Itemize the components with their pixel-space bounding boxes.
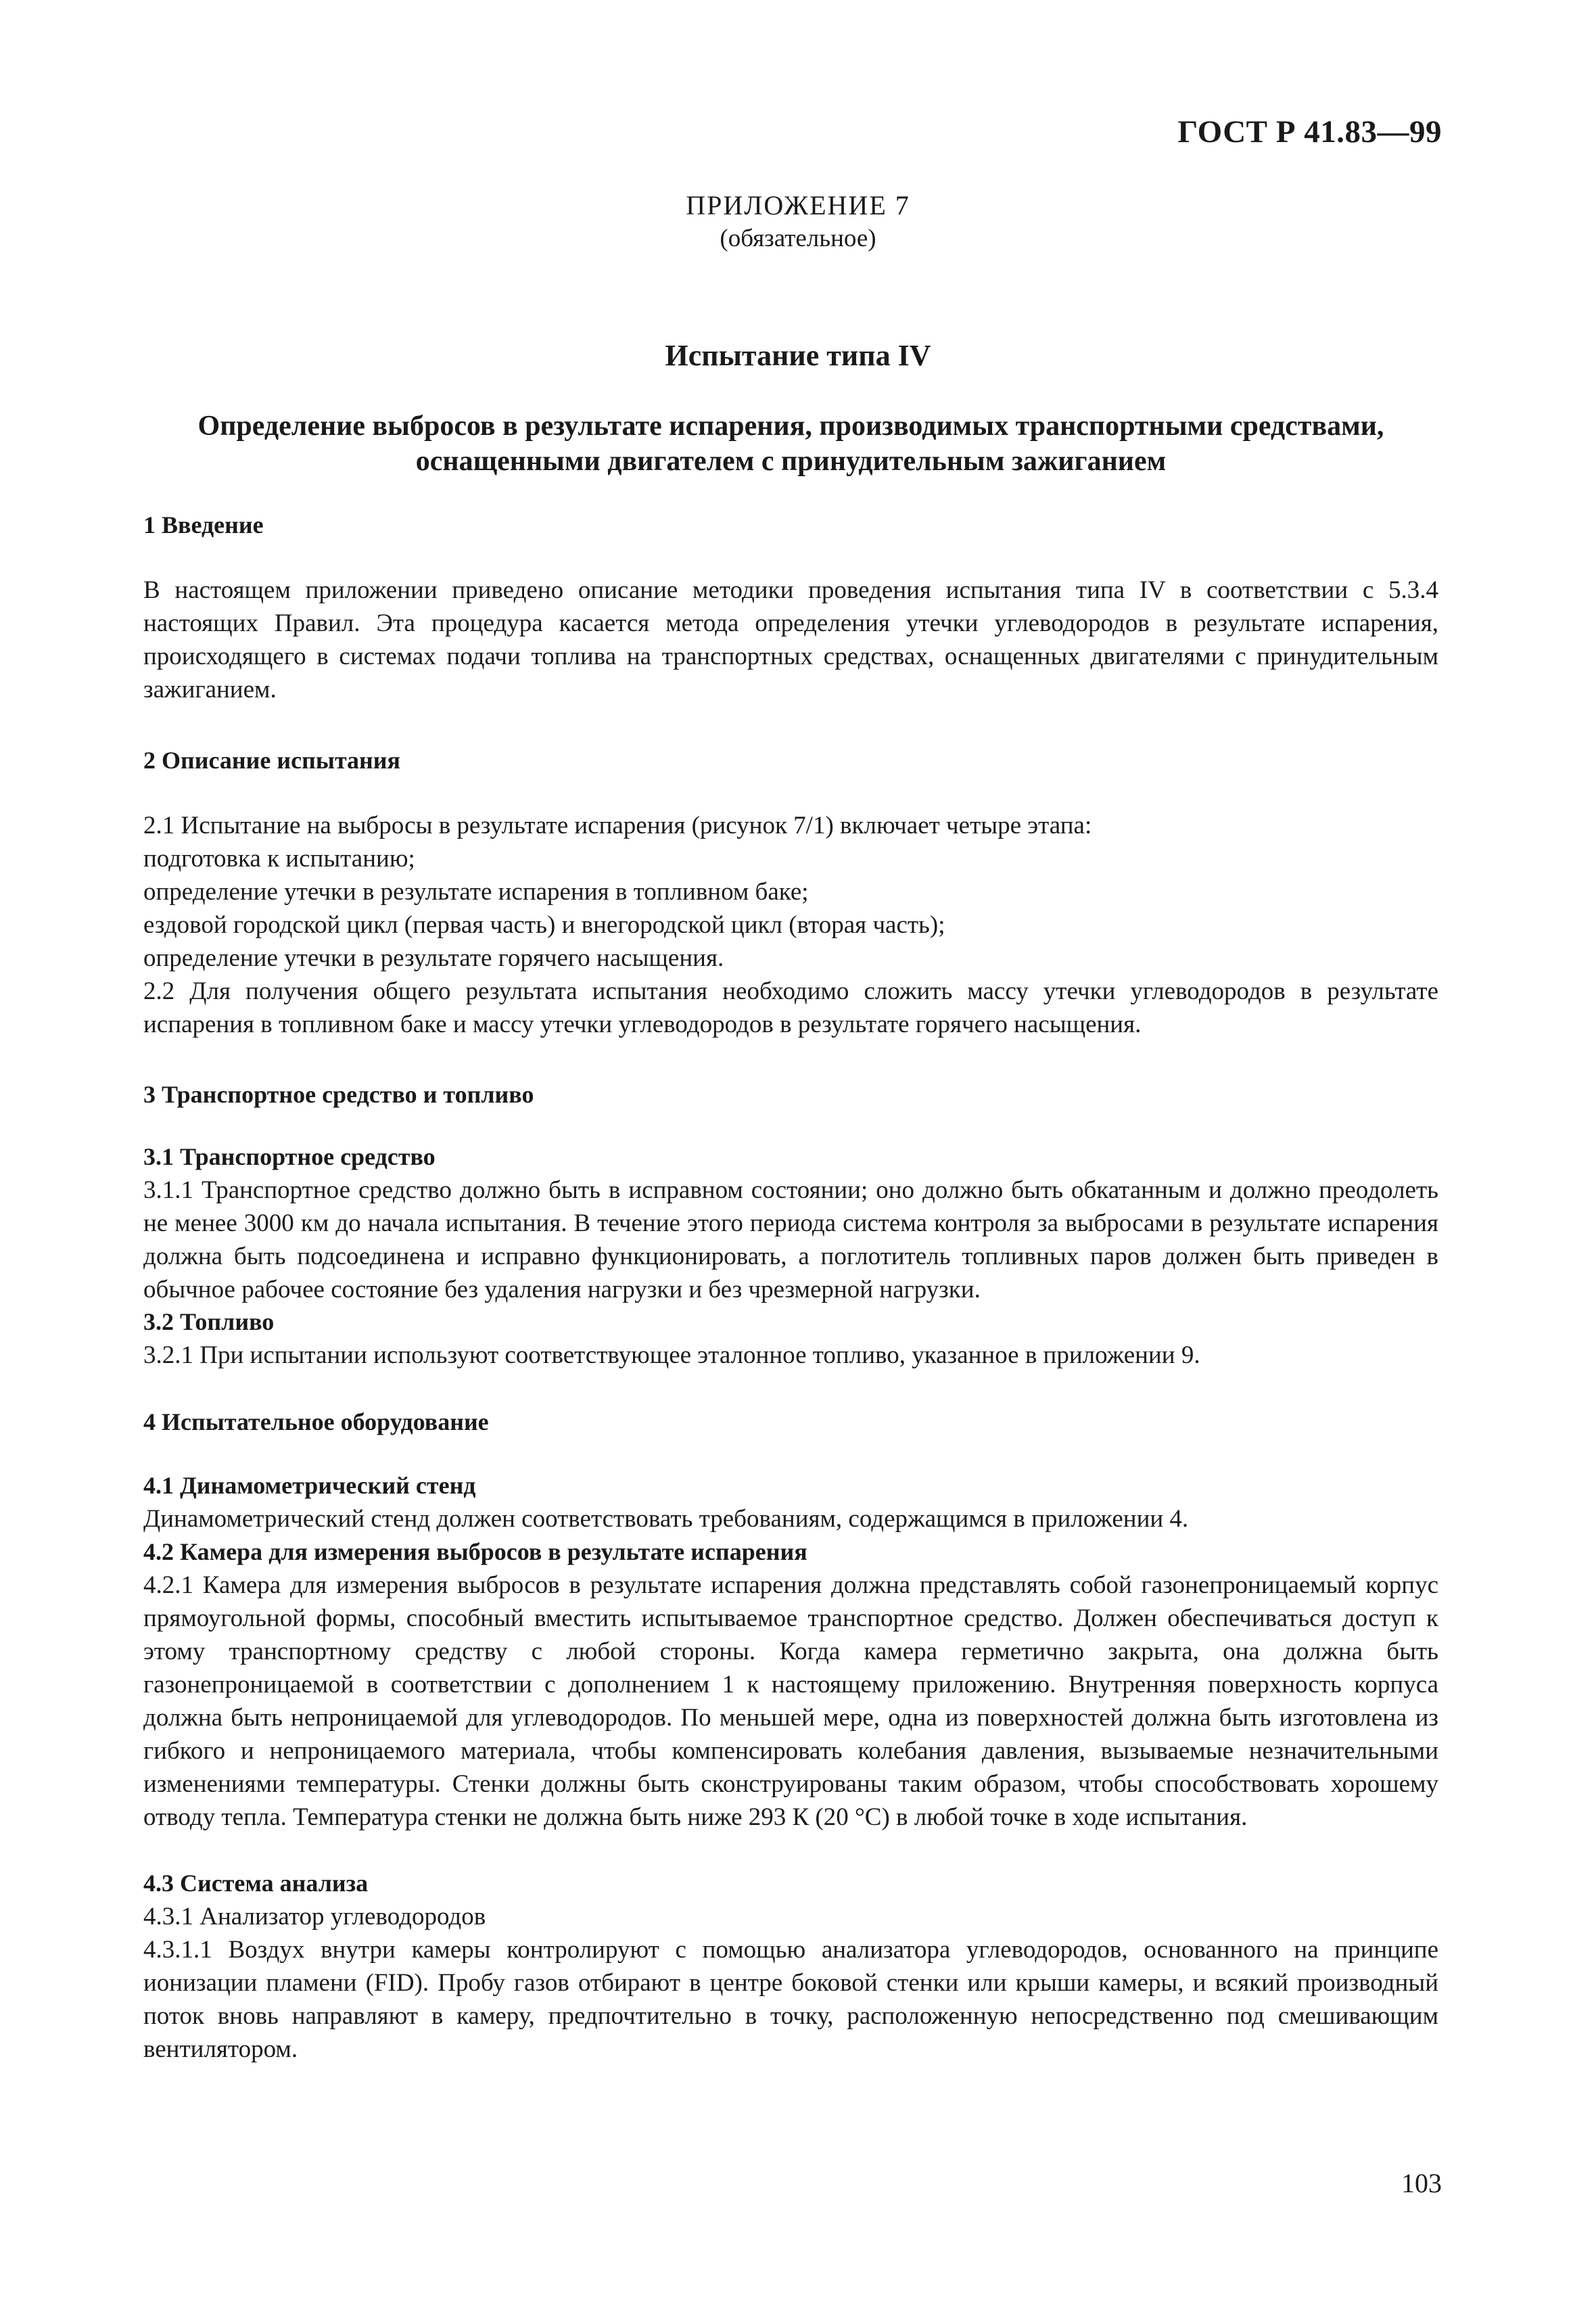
section-2-1-item-b: определение утечки в результате испарения в топливном баке; xyxy=(143,878,809,906)
section-4-3-1-1: 4.3.1.1 Воздух внутри камеры контролируют с помощью анализатора углеводородов, основанного на принципе ионизации пламени (FID). Пробу газов отбирают в центре боковой стенки или крыши камеры, и всякий производный поток вновь направляют в камеру, предпочтительно в точку, расположенную непосредственно под смешивающим вентилятором. xyxy=(143,1936,1438,2063)
page-number: 103 xyxy=(1401,2168,1442,2198)
section-4-3-1: 4.3.1 Анализатор углеводородов xyxy=(143,1903,486,1930)
section-4-2-heading: 4.2 Камера для измерения выбросов в результате испарения xyxy=(143,1538,807,1565)
annex-title: ПРИЛОЖЕНИЕ 7 xyxy=(686,190,910,221)
section-2-1-item-c: ездовой городской цикл (первая часть) и внегородской цикл (вторая часть); xyxy=(143,911,945,939)
section-4-3-heading: 4.3 Система анализа xyxy=(143,1870,369,1897)
section-3-1-heading: 3.1 Транспортное средство xyxy=(143,1143,436,1170)
section-4-2-1: 4.2.1 Камера для измерения выбросов в результате испарения должна представлять собой газонепроницаемый корпус прямоугольной формы, способный вместить испытываемое транспортное средство. Должен обеспечиваться доступ к этому транспортному средству с любой стороны. Когда камера герметично закрыта, она должна быть газонепроницаемой в соответствии с дополнением 1 к настоящему приложению. Внутренняя поверхность корпуса должна быть непроницаемой для углеводородов. По меньшей мере, одна из поверхностей должна быть изготовлена из гибкого и непроницаемого материала, чтобы компенсировать колебания давления, вызываемые незначительными изменениями температуры. Стенки должны быть сконструированы таким образом, чтобы способствовать хорошему отводу тепла. Температура стенки не должна быть ниже 293 К (20 °С) в любой точке в ходе испытания. xyxy=(143,1571,1438,1831)
section-3-heading: 3 Транспортное средство и топливо xyxy=(143,1081,534,1108)
section-3-2-1: 3.2.1 При испытании используют соответствующее эталонное топливо, указанное в приложении 9. xyxy=(143,1341,1200,1369)
test-title: Испытание типа IV xyxy=(665,339,931,372)
section-2-1-item-d: определение утечки в результате горячего насыщения. xyxy=(143,944,724,972)
section-1-text: В настоящем приложении приведено описание методики проведения испытания типа IV в соответствии с 5.3.4 настоящих Правил. Эта процедура касается метода определения утечки углеводородов в результате испарения, происходящего в системах подачи топлива на транспортных средствах, оснащенных двигателями с принудительным зажиганием. xyxy=(143,576,1438,703)
annex-subtitle: (обязательное) xyxy=(720,225,876,252)
section-2-1-item-a: подготовка к испытанию; xyxy=(143,845,415,873)
section-1-heading: 1 Введение xyxy=(143,511,264,538)
section-2-heading: 2 Описание испытания xyxy=(143,747,401,774)
section-2-1: 2.1 Испытание на выбросы в результате испарения (рисунок 7/1) включает четыре этапа: xyxy=(143,812,1092,839)
section-3-2-heading: 3.2 Топливо xyxy=(143,1308,275,1335)
section-3-1-1: 3.1.1 Транспортное средство должно быть в исправном состоянии; оно должно быть обкатанным и должно преодолеть не менее 3000 км до начала испытания. В течение этого периода система контроля за выбросами в результате испарения должна быть подсоединена и исправно функционировать, а поглотитель топливных паров должен быть приведен в обычное рабочее состояние без удаления нагрузки и без чрезмерной нагрузки. xyxy=(143,1176,1438,1303)
section-2-2: 2.2 Для получения общего результата испытания необходимо сложить массу утечки углеводородов в результате испарения в топливном баке и массу утечки углеводородов в результате горячего насыщения. xyxy=(143,977,1438,1038)
main-title: Определение выбросов в результате испарения, производимых транспортными средствами, оснащенными двигателем с принудительным зажиганием xyxy=(197,411,1384,477)
document-code: ГОСТ Р 41.83—99 xyxy=(1177,114,1442,149)
section-4-1-text: Динамометрический стенд должен соответствовать требованиям, содержащимся в приложении 4. xyxy=(143,1505,1189,1533)
section-4-1-heading: 4.1 Динамометрический стенд xyxy=(143,1472,476,1499)
section-4-heading: 4 Испытательное оборудование xyxy=(143,1408,489,1435)
